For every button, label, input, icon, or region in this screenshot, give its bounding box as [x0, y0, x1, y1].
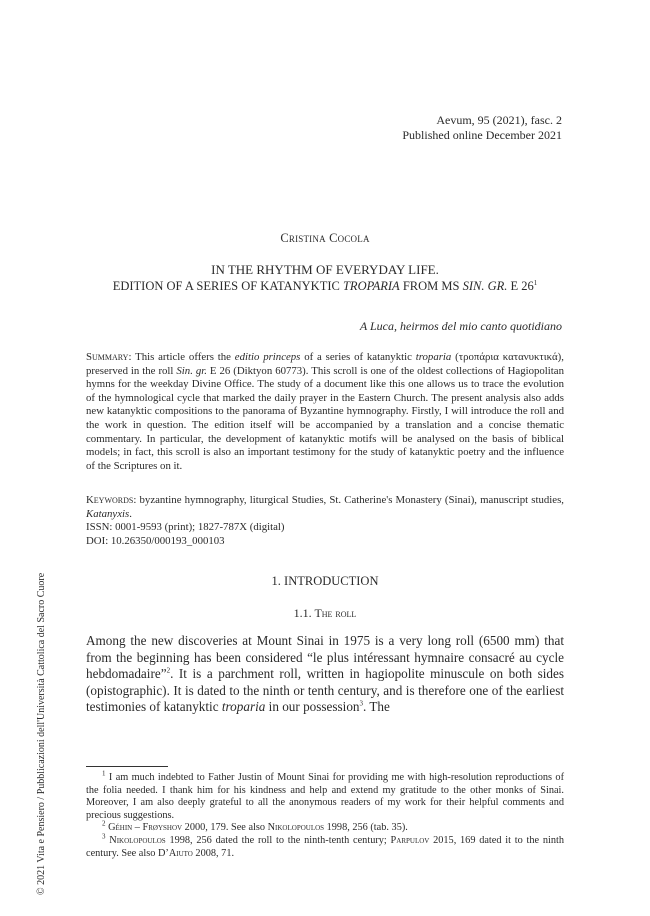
- title-text: E 26: [507, 279, 534, 293]
- section-heading: 1. INTRODUCTION: [271, 574, 379, 588]
- summary-italic: Sin. gr.: [176, 364, 207, 377]
- footnote-text: 2008, 71.: [192, 847, 235, 859]
- footnote-number: 2: [102, 819, 106, 828]
- doi[interactable]: DOI: 10.26350/000193_000103: [86, 535, 225, 547]
- footnote-ref[interactable]: 2: [166, 666, 171, 675]
- footnote-author: Nikolopoulos: [267, 822, 325, 834]
- title-text: FROM MS: [399, 279, 463, 293]
- keywords-italic: Katanyxis: [86, 507, 130, 520]
- footnotes: [86, 769, 565, 860]
- title-italic: TROPARIA: [342, 279, 400, 293]
- footnote-text: 2015, 169 dated it to the ninth century. See also D’: [86, 834, 565, 859]
- journal-header: [402, 113, 562, 143]
- keywords: [86, 494, 564, 521]
- footnote-author: Nikolopoulos: [105, 834, 166, 846]
- footnote-author: Aiuto: [168, 847, 193, 859]
- footnote-author: Parpulov: [390, 834, 430, 846]
- publication-date: Published online December 2021: [402, 128, 562, 142]
- title-text: EDITION OF A SERIES OF KATANYKTIC: [112, 279, 343, 293]
- issn: ISSN: 0001-9593 (print); 1827-787X (digital): [86, 521, 285, 533]
- summary-text: E 26 (Diktyon 60773). This scroll is one of the oldest collections of Hagiopolitan hymns for the weekday Divine Office. The study of a document like this one allows us to trace the evolution of the hymnological cycle that marked the daily prayer in the Eastern Church. The present analysis also adds new katanyktic compositions to the panorama of Byzantine hymnography. Firstly, I will introduce the roll and the work in question. The edition itself will be accompanied by a translation and a concise thematic commentary. In particular, the development of katanyktic motifs will be analysed on the basis of biblical models; in fact, this scroll is also an important testimony for the study of katanyktic poetry and the influence of the Scriptures on it.: [86, 364, 564, 472]
- summary-text: This article offers the: [131, 351, 235, 363]
- summary-italic: editio princeps: [234, 351, 301, 363]
- footnote-text: 1998, 256 dated the roll to the ninth-tenth century;: [165, 834, 391, 846]
- footnote-author: Géhin – Frøyshov: [105, 822, 183, 834]
- article-title: [0, 262, 650, 294]
- dedication: A Luca, heirmos del mio canto quotidiano: [359, 319, 562, 333]
- footnote-3: [86, 832, 565, 860]
- footnote-number: 1: [102, 769, 106, 778]
- footnote-1: [86, 769, 564, 822]
- summary-text: of a series of katanyktic: [300, 351, 416, 363]
- journal-citation: Aevum, 95 (2021), fasc. 2: [436, 113, 562, 127]
- subsection-heading: 1.1. The roll: [293, 606, 357, 620]
- title-line-2: [0, 278, 650, 294]
- author-name: Cristina Cocola: [280, 231, 370, 245]
- summary-italic: troparia: [415, 351, 452, 363]
- body-text: . It is a parchment roll, written in hagiopolite minuscule on both sides (opistographic). It is dated to the ninth or tenth century, and is therefore one of the earliest testimonies of katanyktic: [86, 666, 564, 715]
- body-italic: troparia: [221, 699, 266, 715]
- keywords-text: byzantine hymnography, liturgical Studies, St. Catherine's Monastery (Sinai), manuscript studies,: [136, 494, 564, 506]
- body-paragraph: [86, 633, 564, 716]
- summary-label: Summary:: [86, 351, 132, 363]
- footnote-2: [86, 819, 564, 835]
- summary-text: (τροπάρια κατανυκτικά), preserved in the roll: [86, 351, 564, 377]
- footnote-divider: [86, 766, 168, 767]
- body-text: in our possession: [265, 699, 360, 715]
- body-text: . The: [363, 699, 390, 715]
- body-text: Among the new discoveries at Mount Sinai in 1975 is a very long roll (6500 mm) that from the beginning has been considered “le plus intéressant hymnaire consacré au cycle hebdomadaire”: [86, 633, 564, 682]
- footnote-ref[interactable]: 3: [359, 699, 364, 708]
- footnote-ref[interactable]: 1: [533, 278, 538, 287]
- footnote-number: 3: [102, 832, 106, 841]
- footnote-text: 1998, 256 (tab. 35).: [324, 822, 408, 834]
- title-italic: SIN. GR.: [462, 279, 508, 293]
- copyright-sidebar: © 2021 Vita e Pensiero / Pubblicazioni dell'Università Cattolica del Sacro Cuore: [36, 572, 47, 895]
- keywords-label: Keywords:: [86, 494, 137, 506]
- summary-abstract: [86, 351, 564, 473]
- keywords-text: .: [129, 507, 132, 520]
- footnote-text: I am much indebted to Father Justin of Mount Sinai for providing me with high-resolution reproductions of the folia needed. I thank him for his kindness and help and extend my gratitude to the other monks of Sinai. Moreover, I am also deeply grateful to all the anonymous readers of my work for their helpful comments and precious suggestions.: [86, 772, 564, 821]
- footnote-text: 2000, 179. See also: [182, 822, 268, 834]
- title-line-1: IN THE RHYTHM OF EVERYDAY LIFE.: [211, 262, 439, 277]
